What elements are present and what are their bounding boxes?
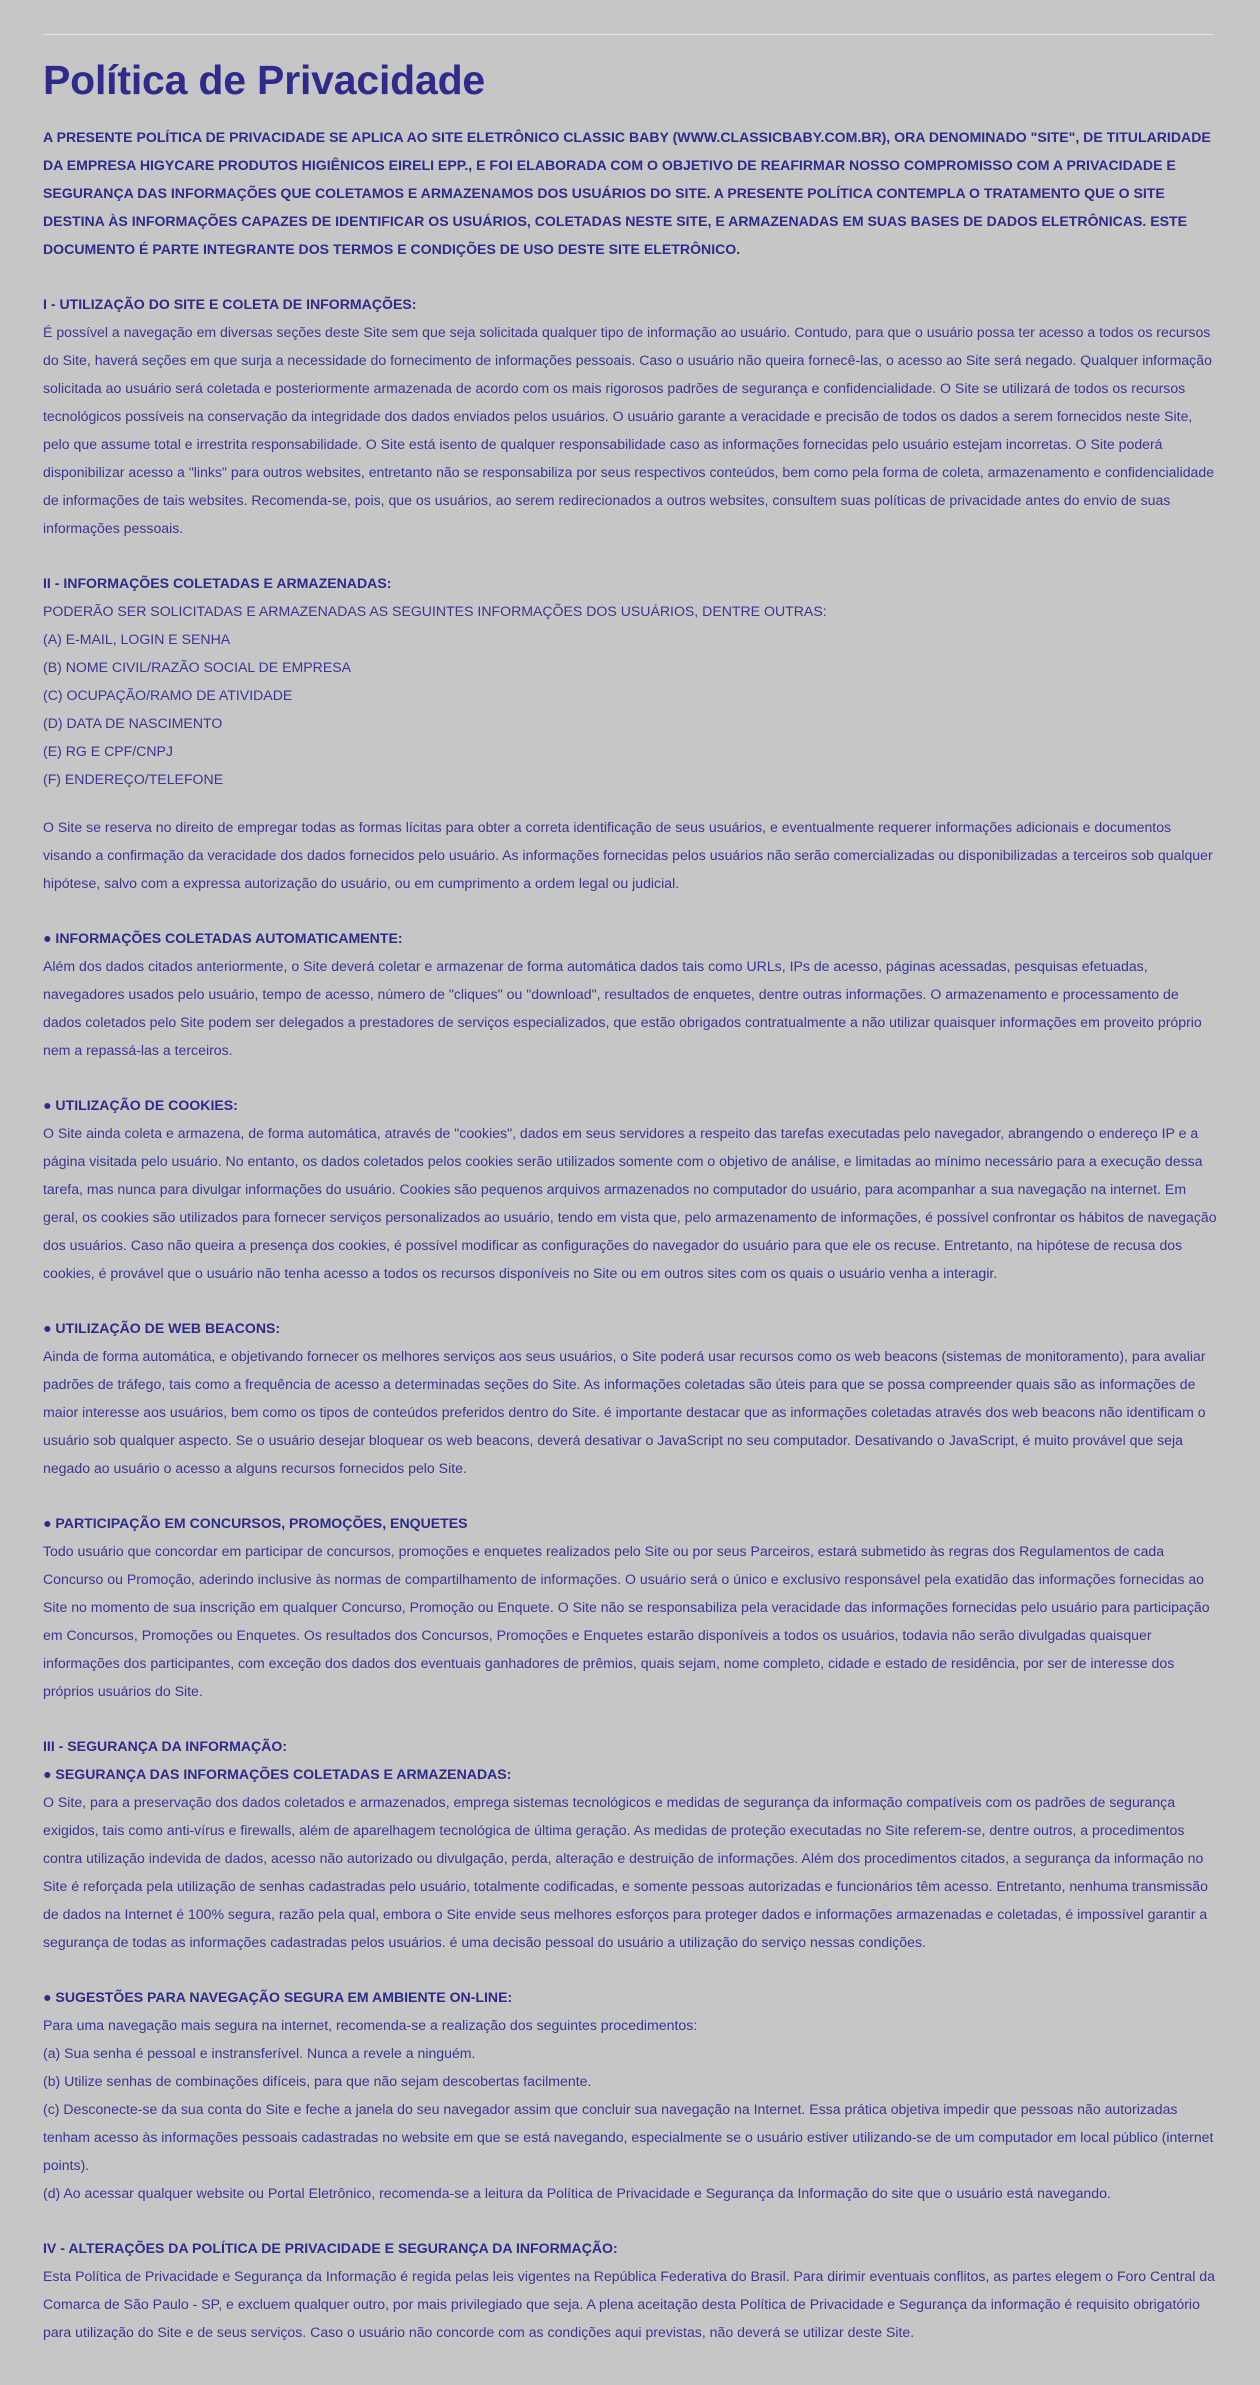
section-title: ● UTILIZAÇÃO DE COOKIES: bbox=[43, 1097, 238, 1113]
section-safe-browsing bbox=[43, 1983, 1217, 2207]
section-body: O Site ainda coleta e armazena, de forma automática, através de "cookies", dados em seus servidores a respeito das tarefas executadas pelo navegador, abrangendo o endereço IP e a página visitada pelo usuário. No entanto, os dados coletados pelos cookies serão utilizados somente com o objetivo de análise, e limitadas ao mínimo necessário para a execução dessa tarefa, mas nunca para divulgar informações do usuário. Cookies são pequenos arquivos armazenados no computador do usuário, para acompanhar a sua navegação na internet. Em geral, os cookies são utilizados para fornecer serviços personalizados ao usuário, tendo em vista que, pelo armazenamento de informações, é possível confrontar os hábitos de navegação dos usuários. Caso não queira a presença dos cookies, é possível modificar as configurações do navegador do usuário para que ele os recuse. Entretanto, na hipótese de recusa dos cookies, é provável que o usuário não tenha acesso a todos os recursos disponíveis no Site ou em outros sites com os quais o usuário venha a interagir. bbox=[43, 1125, 1217, 1281]
section-body: É possível a navegação em diversas seções deste Site sem que seja solicitada qualquer tipo de informação ao usuário. Contudo, para que o usuário possa ter acesso a todos os recursos do Site, haverá seções em que surja a necessidade do fornecimento de informações pessoais. Caso o usuário não queira fornecê-las, o acesso ao Site será negado. Qualquer informação solicitada ao usuário será coletada e posteriormente armazenada de acordo com os mais rigorosos padrões de segurança e confidencialidade. O Site se utilizará de todos os recursos tecnológicos possíveis na conservação da integridade dos dados enviados pelos usuários. O usuário garante a veracidade e precisão de todos os dados a serem fornecidos neste Site, pelo que assume total e irrestrita responsabilidade. O Site está isento de qualquer responsabilidade caso as informações fornecidas pelo usuário estejam incorretas. O Site poderá disponibilizar acesso a "links" para outros websites, entretanto não se responsabiliza por seus respectivos conteúdos, bem como pela forma de coleta, armazenamento e confidencialidade de informações de tais websites. Recomenda-se, pois, que os usuários, ao serem redirecionados a outros websites, consultem suas políticas de privacidade antes do envio de suas informações pessoais. bbox=[43, 324, 1215, 536]
section-body: O Site se reserva no direito de empregar todas as formas lícitas para obter a correta identificação de seus usuários, e eventualmente requerer informações adicionais e documentos visando a confirmação da veracidade dos dados fornecidos pelo usuário. As informações fornecidas pelos usuários não serão comercializadas ou disponibilizadas a terceiros sob qualquer hipótese, salvo com a expressa autorização do usuário, ou em cumprimento a ordem legal ou judicial. bbox=[43, 819, 1213, 891]
intro-paragraph: A PRESENTE POLÍTICA DE PRIVACIDADE SE APLICA AO SITE ELETRÔNICO CLASSIC BABY (WWW.CLASSICBABY.COM.BR), ORA DENOMINADO "SITE", DE TITULARIDADE DA EMPRESA HIGYCARE PRODUTOS HIGIÊNICOS EIRELI EPP., E FOI ELABORADA COM O OBJETIVO DE REAFIRMAR NOSSO COMPROMISSO COM A PRIVACIDADE E SEGURANÇA DAS INFORMAÇÕES QUE COLETAMOS E ARMAZENAMOS DOS USUÁRIOS DO SITE. A PRESENTE POLÍTICA CONTEMPLA O TRATAMENTO QUE O SITE DESTINA ÀS INFORMAÇÕES CAPAZES DE IDENTIFICAR OS USUÁRIOS, COLETADAS NESTE SITE, E ARMAZENADAS EM SUAS BASES DE DADOS ELETRÔNICAS. ESTE DOCUMENTO É PARTE INTEGRANTE DOS TERMOS E CONDIÇÕES DE USO DESTE SITE ELETRÔNICO. bbox=[43, 129, 1211, 257]
section-usage-collection bbox=[43, 290, 1217, 542]
list-item: (c) Desconecte-se da sua conta do Site e feche a janela do seu navegador assim que concluir sua navegação na Internet. Essa prática objetiva impedir que pessoas não autorizadas tenham acesso às informações pessoais cadastradas no website em que se está navegando, especialmente se o usuário estiver utilizando-se de um computador em local público (internet points). bbox=[43, 2101, 1214, 2173]
top-divider bbox=[43, 34, 1214, 35]
section-security bbox=[43, 1732, 1217, 1956]
section-body: Esta Política de Privacidade e Segurança da Informação é regida pelas leis vigentes na República Federativa do Brasil. Para dirimir eventuais conflitos, as partes elegem o Foro Central da Comarca de São Paulo - SP, e excluem qualquer outro, por mais privilegiado que seja. A plena aceitação desta Política de Privacidade e Segurança da informação é requisito obrigatório para utilização do Site e de seus serviços. Caso o usuário não concorde com as condições aqui previstas, não deverá se utilizar deste Site. bbox=[43, 2268, 1215, 2340]
section-title: ● INFORMAÇÕES COLETADAS AUTOMATICAMENTE: bbox=[43, 930, 403, 946]
section-title: ● SUGESTÕES PARA NAVEGAÇÃO SEGURA EM AMBIENTE ON-LINE: bbox=[43, 1989, 513, 2005]
section-cookies bbox=[43, 1091, 1217, 1287]
section-title: ● UTILIZAÇÃO DE WEB BEACONS: bbox=[43, 1320, 281, 1336]
list-item: (F) ENDEREÇO/TELEFONE bbox=[43, 771, 224, 787]
list-item: (B) NOME CIVIL/RAZÃO SOCIAL DE EMPRESA bbox=[43, 659, 352, 675]
section-web-beacons bbox=[43, 1314, 1217, 1482]
section-subtitle: ● SEGURANÇA DAS INFORMAÇÕES COLETADAS E ARMAZENADAS: bbox=[43, 1766, 512, 1782]
list-item: (A) E-MAIL, LOGIN E SENHA bbox=[43, 631, 231, 647]
section-policy-changes bbox=[43, 2234, 1217, 2346]
page-title: Política de Privacidade bbox=[43, 57, 486, 103]
list-item: (D) DATA DE NASCIMENTO bbox=[43, 715, 223, 731]
section-contests bbox=[43, 1509, 1217, 1705]
section-body: Além dos dados citados anteriormente, o Site deverá coletar e armazenar de forma automática dados tais como URLs, IPs de acesso, páginas acessadas, pesquisas efetuadas, navegadores usados pelo usuário, tempo de acesso, número de "cliques" ou "download", resultados de enquetes, dentre outras informações. O armazenamento e processamento de dados coletados pelo Site podem ser delegados a prestadores de serviços especializados, que estão obrigados contratualmente a não utilizar quaisquer informações em proveito próprio nem a repassá-las a terceiros. bbox=[43, 958, 1202, 1058]
section-body: Todo usuário que concordar em participar de concursos, promoções e enquetes realizados pelo Site ou por seus Parceiros, estará submetido às regras dos Regulamentos de cada Concurso ou Promoção, aderindo inclusive às normas de compartilhamento de informações. O usuário será o único e exclusivo responsável pela exatidão das informações fornecidas ao Site no momento de sua inscrição em qualquer Concurso, Promoção ou Enquete. O Site não se responsabiliza pela veracidade das informações fornecidas pelo usuário para participação em Concursos, Promoções ou Enquetes. Os resultados dos Concursos, Promoções e Enquetes estarão disponíveis a todos os usuários, todavia não serão divulgadas quaisquer informações dos participantes, com exceção dos dados dos eventuais ganhadores de prêmios, quais sejam, nome completo, cidade e estado de residência, por ser de interesse dos próprios usuários do Site. bbox=[43, 1543, 1210, 1699]
list-item: (C) OCUPAÇÃO/RAMO DE ATIVIDADE bbox=[43, 687, 293, 703]
list-lead: PODERÃO SER SOLICITADAS E ARMAZENADAS AS SEGUINTES INFORMAÇÕES DOS USUÁRIOS, DENTRE OUTRAS: bbox=[43, 603, 827, 619]
section-title: I - UTILIZAÇÃO DO SITE E COLETA DE INFORMAÇÕES: bbox=[43, 296, 417, 312]
section-collected-stored bbox=[43, 569, 1217, 897]
section-body: Ainda de forma automática, e objetivando fornecer os melhores serviços aos seus usuários, o Site poderá usar recursos como os web beacons (sistemas de monitoramento), para avaliar padrões de tráfego, tais como a frequência de acesso a determinadas seções do Site. As informações coletadas são úteis para que se possa compreender quais são as informações de maior interesse aos usuários, bem como os tipos de conteúdos preferidos dentro do Site. é importante destacar que as informações coletadas através dos web beacons não identificam o usuário sob qualquer aspecto. Se o usuário desejar bloquear os web beacons, deverá desativar o JavaScript no seu computador. Desativando o JavaScript, é muito provável que seja negado ao usuário o acesso a alguns recursos fornecidos pelo Site. bbox=[43, 1348, 1206, 1476]
list-item: (d) Ao acessar qualquer website ou Portal Eletrônico, recomenda-se a leitura da Política de Privacidade e Segurança da Informação do site que o usuário está navegando. bbox=[43, 2185, 1111, 2201]
list-lead: Para uma navegação mais segura na internet, recomenda-se a realização dos seguintes procedimentos: bbox=[43, 2017, 698, 2033]
section-body: O Site, para a preservação dos dados coletados e armazenados, emprega sistemas tecnológicos e medidas de segurança da informação compatíveis com os padrões de segurança exigidos, tais como anti-vírus e firewalls, além de aparelhagem tecnológica de última geração. As medidas de proteção executadas no Site referem-se, dentre outros, a procedimentos contra utilização indevida de dados, acesso não autorizado ou divulgação, perda, alteração e destruição de informações. Além dos procedimentos citados, a segurança da informação no Site é reforçada pela utilização de senhas cadastradas pelo usuário, totalmente codificadas, e somente pessoas autorizadas e funcionários têm acesso. Entretanto, nenhuma transmissão de dados na Internet é 100% segura, razão pela qual, embora o Site envide seus melhores esforços para proteger dados e informações armazenadas e coletadas, é impossível garantir a segurança de todas as informações cadastradas pelos usuários. é uma decisão pessoal do usuário a utilização do serviço nessas condições. bbox=[43, 1794, 1208, 1950]
section-title: IV - ALTERAÇÕES DA POLÍTICA DE PRIVACIDADE E SEGURANÇA DA INFORMAÇÃO: bbox=[43, 2240, 618, 2256]
section-title: III - SEGURANÇA DA INFORMAÇÃO: bbox=[43, 1738, 288, 1754]
section-title: II - INFORMAÇÕES COLETADAS E ARMAZENADAS: bbox=[43, 575, 392, 591]
spacer bbox=[43, 793, 1217, 813]
section-title: ● PARTICIPAÇÃO EM CONCURSOS, PROMOÇÕES, ENQUETES bbox=[43, 1515, 468, 1531]
list-item: (a) Sua senha é pessoal e instransferível. Nunca a revele a ninguém. bbox=[43, 2045, 476, 2061]
list-item: (b) Utilize senhas de combinações difíceis, para que não sejam descobertas facilmente. bbox=[43, 2073, 592, 2089]
list-item: (E) RG E CPF/CNPJ bbox=[43, 743, 173, 759]
section-auto-collected bbox=[43, 924, 1217, 1064]
